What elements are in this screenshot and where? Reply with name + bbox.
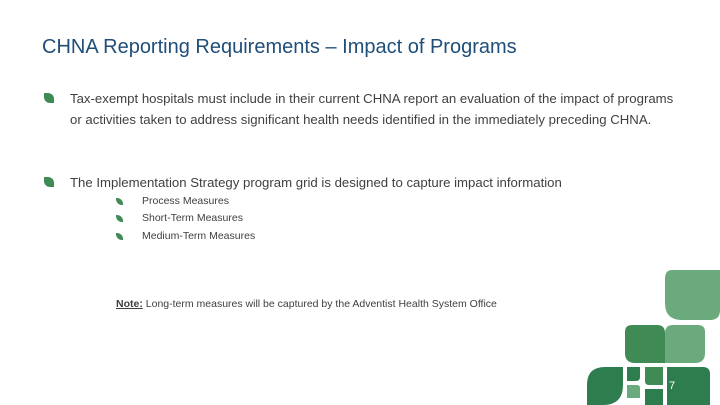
- leaf-shape: [627, 385, 640, 398]
- sub-bullet-item: [116, 194, 229, 208]
- sub-bullet-item: [116, 229, 255, 243]
- bullet-item: [44, 88, 684, 130]
- sub-bullet-text: Short-Term Measures: [142, 212, 243, 224]
- leaf-shape: [625, 325, 665, 363]
- note-label: Note:: [116, 298, 143, 310]
- leaf-shape: [627, 367, 640, 381]
- sub-bullet-item: [116, 211, 243, 225]
- leaf-shape: [665, 270, 720, 320]
- bullet-text: The Implementation Strategy program grid is designed to capture impact information: [70, 175, 562, 190]
- note: [116, 298, 497, 310]
- leaf-shape: [665, 325, 705, 363]
- leaf-shape: [645, 389, 663, 405]
- leaf-bullet-icon: [116, 233, 123, 240]
- bullet-text: Tax-exempt hospitals must include in their current CHNA report an evaluation of the impact of programs or activities taken to address significant health needs identified in the immediately preceding CHNA.: [70, 91, 674, 127]
- note-text: Long-term measures will be captured by the Adventist Health System Office: [142, 298, 497, 310]
- leaf-cluster-decoration: [585, 265, 720, 405]
- leaf-bullet-icon: [116, 215, 123, 222]
- sub-bullet-text: Process Measures: [142, 195, 229, 207]
- leaf-bullet-icon: [116, 198, 123, 205]
- leaf-shape: [645, 367, 663, 385]
- bullet-item: [44, 172, 684, 193]
- sub-bullet-text: Medium-Term Measures: [142, 230, 256, 242]
- page-number: 7: [669, 380, 676, 392]
- leaf-bullet-icon: [44, 177, 54, 187]
- leaf-shape: [587, 367, 623, 405]
- leaf-bullet-icon: [44, 93, 54, 103]
- slide-title: CHNA Reporting Requirements – Impact of Programs: [42, 36, 517, 58]
